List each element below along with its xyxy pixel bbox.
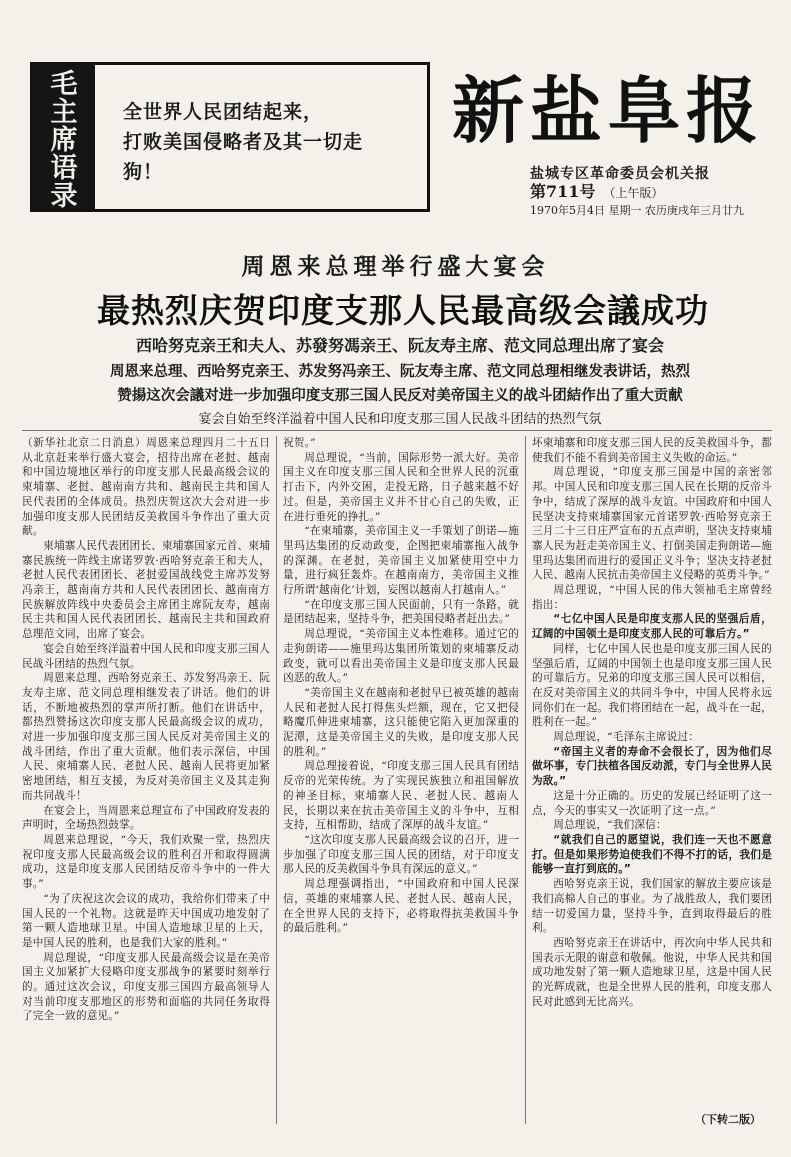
article-paragraph: 周总理说，“毛泽东主席说过：: [553, 731, 700, 744]
kicker-headline: 周恩来总理举行盛大宴会: [241, 253, 550, 280]
quotation-badge-char: 语: [50, 153, 78, 184]
article-paragraph: 坏柬埔寨和印度支那三国人民的反美救国斗争，都使我们不能不看到美帝国主义失败的命运。”: [532, 437, 772, 464]
article-paragraph: 周总理说，“印度支那人民最高级会议是在美帝国主义加紧扩大侵略印度支那战争的紧要时刻举行的。通过这次会议，印度支那三国四方最高领导人对当前印度支那地区的形势和面临的共同任务取得了完全一致的意见。”: [22, 951, 270, 1023]
article-paragraph: 这是十分正确的。历史的发展已经证明了这一点，今天的事实又一次证明了这一点。”: [532, 789, 772, 817]
article-paragraph: （新华社北京二日消息）周恩来总理四月二十五日从北京赶来举行盛大宴会，招待出席在老挝、越南和中国边境地区举行的印度支那人民最高级会议的柬埔寨、老挝、越南南方共和、越南民主共和国人民代表团的全体成员。热烈庆贺这次大会对进一步加强印度支那人民团结反美救国斗争作出了重大贡献。: [22, 437, 270, 538]
quotation-badge: [33, 65, 95, 212]
article-paragraph: 周总理说，“我们深信：: [553, 819, 667, 832]
subheadline-4: 宴会自始至终洋溢着中国人民和印度支那三国人民战斗团结的热烈气氛: [198, 412, 602, 427]
article-paragraph: 周总理接着说，“印度支那三国人民具有团结反帝的光荣传统。为了实现民族独立和祖国解放的神圣目标，柬埔寨人民、老挝人民、越南人民，长期以来在抗击美帝国主义的斗争中，互相支持，互相帮助，结成了深厚的战斗友谊。”: [283, 760, 519, 832]
quotation-badge-char: 录: [50, 181, 78, 212]
subheadline-3: 赞揚这次会議对进一步加强印度支那三国人民反对美帝国主义的战斗团結作出了重大贡献: [117, 388, 683, 404]
article-paragraph: 西哈努克亲王说，我们国家的解放主要应该是我们高棉人自己的事业。为了战胜敌人，我们要团结一切爱国力量，坚持斗争，直到取得最后的胜利。: [532, 878, 772, 935]
article-paragraph: “在印度支那三国人民面前，只有一条路，就是团结起来，坚持斗争，把美国侵略者赶出去。”: [283, 598, 519, 626]
main-headline: 最热烈庆贺印度支那人民最高级会議成功: [97, 291, 709, 330]
article-column-3: [532, 436, 772, 1124]
issue-line: [530, 183, 780, 202]
article-paragraph: 周恩来总理、西哈努克亲王、苏发努冯亲王、阮友寿主席、范文同总理相继发表了讲话。他们的讲话，不断地被热烈的掌声所打断。他们在讲话中，都热烈赞扬这次印度支那人民最高级会议的成功，对进一步加强印度支那三国人民反对美帝国主义的战斗团结，作出了重大贡献。他们表示深信，中国人民、柬埔寨人民、老挝人民、越南人民将更加紧密地团结，相互支援，为反对美帝国主义及其走狗而共同战斗！: [22, 672, 270, 802]
article-paragraph: 周总理说，“当前，国际形势一派大好。美帝国主义在印度支那三国人民和全世界人民的沉重打击下，内外交困，走投无路，日子越来越不好过。但是，美帝国主义并不甘心自己的失败，正在进行垂死的挣扎。”: [283, 451, 519, 523]
column-divider: [276, 436, 277, 1124]
quoted-instruction: “就我们自己的愿望说，我们连一天也不愿意打。但是如果形势迫使我们不得不打的话，我们是能够一直打到底的。”: [532, 833, 772, 876]
article-paragraph: “为了庆祝这次会议的成功，我给你们带来了中国人民的一个礼物。这就是昨天中国成功地发射了第一颗人造地球卫星。中国人造地球卫星的上天，是中国人民的胜利，也是我们大家的胜利。”: [22, 892, 270, 949]
article-column-1: [22, 436, 270, 1124]
article-paragraph: “在柬埔寨，美帝国主义一手策划了朗诺—施里玛达集团的反动政变，企图把柬埔寨拖入战争的深渊。在老挝，美帝国主义加紧使用空中力量，进行疯狂轰炸。在越南南方，美帝国主义推行所谓‘越南化’计划，妄图以越南人打越南人。”: [283, 525, 519, 597]
continued-note: （下转二版）: [695, 1113, 761, 1126]
article-paragraph: 周恩来总理说，“今天，我们欢聚一堂，热烈庆祝印度支那人民最高级会议的胜利召开和取得圆满成功，这是印度支那人民团结反帝斗争中的一件大事。”: [22, 833, 270, 891]
subheadline-2: 周恩来总理、西哈努克亲王、苏发努冯亲王、阮友寿主席、范文同总理相继发表讲话，热烈: [110, 364, 690, 380]
quoted-instruction: “帝国主义者的寿命不会很长了，因为他们尽做坏事，专门扶植各国反动派，专门与全世界人民为敌。”: [532, 745, 772, 788]
quotation-badge-char: 席: [50, 125, 78, 156]
mao-quotation-box: [30, 62, 430, 212]
subheadline-1: 西哈努克亲王和夫人、苏發努馮亲王、阮友寿主席、范文同总理出席了宴会: [135, 336, 664, 355]
newspaper-nameplate: 新盐阜报: [452, 69, 765, 153]
article-column-2: [283, 436, 519, 1124]
quoted-instruction: “七亿中国人民是印度支那人民的坚强后盾，辽阔的中国领土是印度支那人民的可靠后方。”: [532, 613, 772, 641]
article-paragraph: 祝贺。”: [283, 437, 316, 449]
issue-info: [530, 166, 780, 219]
article-paragraph: “美帝国主义在越南和老挝早已被英雄的越南人民和老挝人民打得焦头烂额，现在，它又把侵略魔爪伸进柬埔寨，这只能使它陷入更加深重的泥潭，这是美帝国主义的失败，是印度支那人民的胜利。”: [283, 686, 519, 758]
quotation-badge-char: 毛: [50, 69, 78, 100]
article-paragraph: 周总理强调指出，“中国政府和中国人民深信，英雄的柬埔寨人民、老挝人民、越南人民，在全世界人民的支持下，必将取得抗美救国斗争的最后胜利。”: [283, 878, 519, 935]
quotation-badge-char: 主: [50, 97, 78, 128]
article-paragraph: “这次印度支那人民最高级会议的召开，进一步加强了印度支那三国人民的团结，对于印度支那人民的反美救国斗争具有深远的意义。”: [283, 833, 519, 876]
article-paragraph: 同样，七亿中国人民也是印度支那三国人民的坚强后盾，辽阔的中国领土也是印度支那三国人民的可靠后方。兄弟的印度支那三国人民可以相信，在反对美帝国主义的共同斗争中，中国人民将永远同你们在一起。我们将团结在一起，战斗在一起，胜利在一起。”: [532, 642, 772, 729]
article-paragraph: 在宴会上，当周恩来总理宣布了中国政府发表的声明时，全场热烈鼓掌。: [22, 804, 270, 832]
article-paragraph: 周总理说，“美帝国主义本性难移。通过它的走狗朗诺——施里玛达集团所策划的柬埔寨反动政变，就可以看出美帝国主义是印度支那人民最凶恶的敌人。”: [283, 628, 519, 685]
quotation-line: 狗！: [123, 161, 164, 183]
article-paragraph: 周总理说，“中国人民的伟大领袖毛主席曾经指出：: [532, 584, 772, 611]
divider: [22, 430, 772, 431]
article-paragraph: 周总理说，“印度支那三国是中国的亲密邻邦。中国人民和印度支那三国人民在长期的反帝斗争中，结成了深厚的战斗友谊。中国政府和中国人民坚决支持柬埔寨国家元首诺罗敦·西哈努克亲王三月二十三日庄严宣布的五点声明，坚决支持柬埔寨人民为赶走美帝国主义、打倒美国走狗朗诺—施里玛达集团而进行的爱国正义斗争；坚决支持老挝人民、越南人民抗击美帝国主义侵略的英勇斗争。”: [532, 466, 772, 582]
edition-label: （上午版）: [603, 186, 664, 200]
publisher: 盐城专区革命委员会机关报: [530, 166, 710, 182]
column-divider: [525, 436, 526, 1124]
article-paragraph: 柬埔寨人民代表团团长、柬埔寨国家元首、柬埔寨民族统一阵线主席诺罗敦·西哈努克亲王和夫人，老挝人民代表团团长、老挝爱国战线党主席苏发努冯亲王，越南南方共和人民代表团团长、越南南方民族解放阵线中央委员会主席团主席阮友寿，越南民主共和国人民代表团团长、越南民主共和国政府总理范文同，出席了宴会。: [22, 539, 270, 641]
quotation-line: 全世界人民团结起来，: [123, 101, 324, 123]
issue-date: 1970年5月4日 星期一 农历庚戌年三月廿九: [530, 204, 744, 217]
quotation-text: [123, 97, 413, 187]
issue-number: 第711号: [530, 182, 596, 201]
article-paragraph: 西哈努克亲王在讲话中，再次向中华人民共和国表示无限的谢意和敬佩。他说，中华人民共和国成功地发射了第一颗人造地球卫星，这是中国人民的光辉成就，也是全世界人民的胜利，印度支那人民对此感到无比高兴。: [532, 936, 772, 1008]
article-paragraph: 宴会自始至终洋溢着中国人民和印度支那三国人民战斗团结的热烈气氛。: [22, 642, 270, 670]
quotation-line: 打败美国侵略者及其一切走: [123, 131, 364, 153]
